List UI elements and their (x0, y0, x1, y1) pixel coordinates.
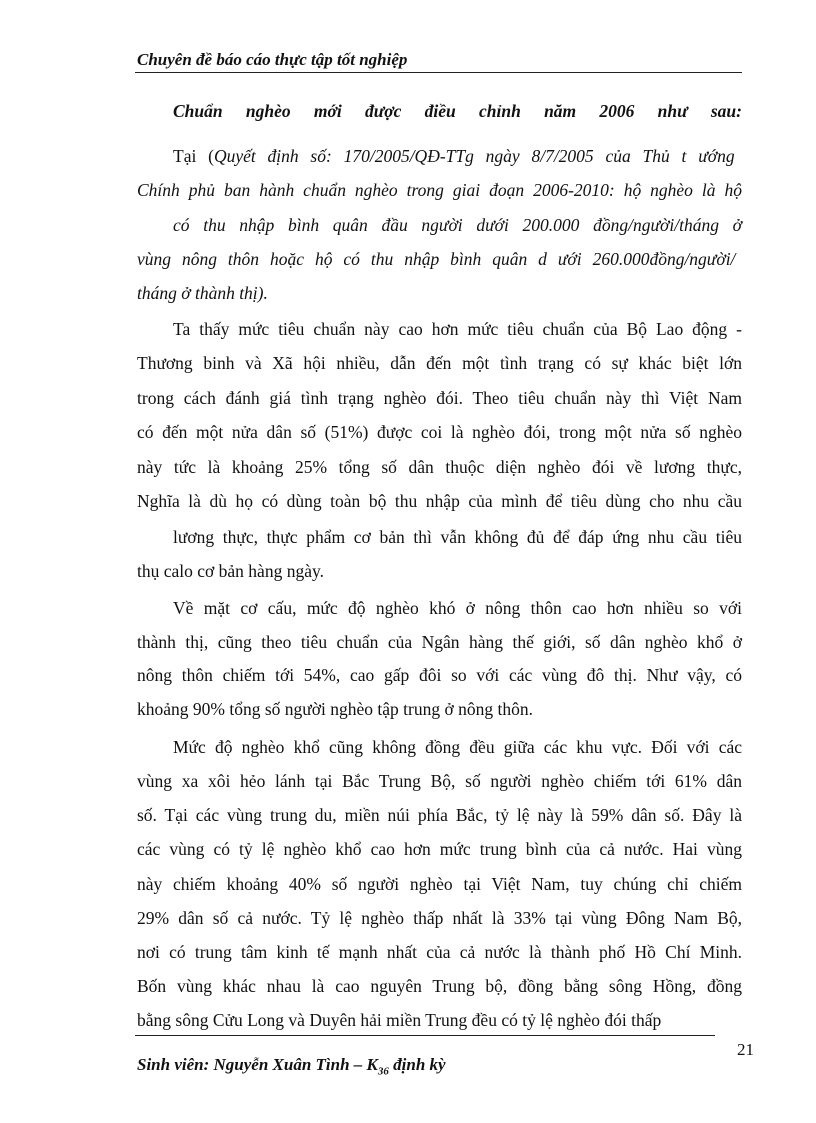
paragraph-line: khoảng 90% tổng số người nghèo tập trung ở nông thôn. (137, 699, 533, 719)
student-footer (137, 1055, 446, 1077)
decision-text: Quyết định số: 170/2005/QĐ-TTg ngày 8/7/2005 của Thủ t ướng (213, 146, 735, 166)
paragraph-line: Về mặt cơ cấu, mức độ nghèo khó ở nông thôn cao hơn nhiều so với (173, 598, 742, 618)
paragraph-line: thụ calo cơ bản hàng ngày. (137, 561, 324, 581)
document-header: Chuyên đề báo cáo thực tập tốt nghiệp (137, 50, 408, 69)
paragraph-line: nông thôn chiếm tới 54%, cao gấp đôi so với các vùng đô thị. Như vậy, có (137, 665, 742, 685)
paragraph-line: này chiếm khoảng 40% số người nghèo tại Việt Nam, tuy chúng chỉ chiếm (137, 874, 742, 894)
paragraph-line: các vùng có tỷ lệ nghèo khổ cao hơn mức trung bình của cả nước. Hai vùng (137, 839, 742, 859)
paragraph-line: có đến một nửa dân số (51%) được coi là nghèo đói, trong một nửa số nghèo (137, 422, 742, 442)
paragraph-line: Ta thấy mức tiêu chuẩn này cao hơn mức tiêu chuẩn của Bộ Lao động - (173, 319, 742, 339)
paragraph-line: thành thị, cũng theo tiêu chuẩn của Ngân hàng thế giới, số dân nghèo khổ ở (137, 632, 742, 652)
decision-line-1 (173, 148, 735, 166)
paragraph-line: số. Tại các vùng trung du, miền núi phía Bắc, tỷ lệ này là 59% dân số. Đây là (137, 805, 742, 825)
paragraph-line: lương thực, thực phẩm cơ bản thì vẫn không đủ để đáp ứng nhu cầu tiêu (173, 527, 742, 547)
header-divider (135, 72, 742, 73)
paragraph-line: này tức là khoảng 25% tổng số dân thuộc diện nghèo đói về lương thực, (137, 457, 742, 477)
student-name: Sinh viên: Nguyễn Xuân Tình – K (137, 1055, 378, 1074)
decision-line-2: Chính phủ ban hành chuẩn nghèo trong giai đoạn 2006-2010: hộ nghèo là hộ (137, 180, 742, 200)
paragraph-line: trong cách đánh giá tình trạng nghèo đói. Theo tiêu chuẩn này thì Việt Nam (137, 388, 742, 408)
decision-line-5: tháng ở thành thị). (137, 283, 268, 303)
page-number: 21 (737, 1040, 754, 1059)
decision-lead: Tại ( (173, 146, 214, 166)
paragraph-line: vùng xa xôi hẻo lánh tại Bắc Trung Bộ, số người nghèo chiếm tới 61% dân (137, 771, 742, 791)
paragraph-line: Bốn vùng khác nhau là cao nguyên Trung bộ, đồng bằng sông Hồng, đồng (137, 976, 742, 996)
paragraph-line: Thương binh và Xã hội nhiều, dẫn đến một tình trạng có sự khác biệt lớn (137, 353, 742, 373)
paragraph-line: bằng sông Cửu Long và Duyên hải miền Trung đều có tỷ lệ nghèo đói thấp (137, 1010, 662, 1030)
student-cohort: 36 (377, 1065, 389, 1078)
paragraph-line: Mức độ nghèo khổ cũng không đồng đều giữa các khu vực. Đối với các (173, 737, 742, 757)
paragraph-line: Nghĩa là dù họ có dùng toàn bộ thu nhập của mình để tiêu dùng cho nhu cầu (137, 491, 742, 511)
decision-line-3: có thu nhập bình quân đầu người dưới 200.000 đồng/người/tháng ở (173, 215, 742, 235)
section-heading: Chuẩn nghèo mới được điều chỉnh năm 2006 như sau: (173, 101, 742, 121)
student-suffix: định kỳ (388, 1055, 446, 1074)
paragraph-line: 29% dân số cả nước. Tỷ lệ nghèo thấp nhất là 33% tại vùng Đông Nam Bộ, (137, 908, 742, 928)
decision-line-4: vùng nông thôn hoặc hộ có thu nhập bình quân d ưới 260.000đồng/người/ (137, 249, 736, 269)
footer-divider (135, 1035, 715, 1036)
paragraph-line: nơi có trung tâm kinh tế mạnh nhất của cả nước là thành phố Hồ Chí Minh. (137, 942, 742, 962)
